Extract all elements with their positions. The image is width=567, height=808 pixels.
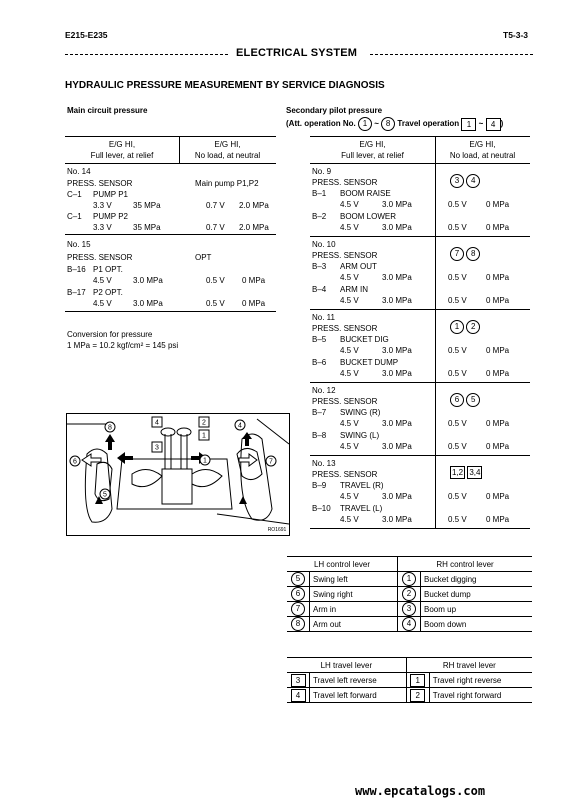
- diagram-mark: 1: [202, 432, 206, 440]
- row-p1: 3.0 MPa: [382, 492, 412, 501]
- rh-number-mark: 4: [402, 617, 416, 631]
- row-name: P2 OPT.: [93, 288, 123, 297]
- row-v1: 4.5 V: [340, 200, 359, 209]
- row-name: ARM IN: [340, 285, 368, 294]
- row-code: B–5: [312, 335, 327, 344]
- row-code: B–17: [67, 288, 86, 297]
- operation-marks: [450, 320, 480, 334]
- block-number: No. 14: [67, 167, 91, 176]
- lh-action: Travel left forward: [310, 688, 407, 703]
- row-name: SWING (L): [340, 431, 380, 440]
- watermark: www.epcatalogs.com: [355, 784, 486, 798]
- travel-from-mark: 1: [461, 118, 476, 131]
- main-col1-line2: Full lever, at relief: [90, 151, 154, 160]
- close-paren: ): [500, 119, 504, 129]
- row-p1: 3.0 MPa: [382, 296, 412, 305]
- lh-number-mark: 6: [291, 587, 305, 601]
- row-code: B–16: [67, 265, 86, 274]
- row-p2: 0 MPa: [242, 276, 266, 285]
- row-v1: 4.5 V: [340, 442, 359, 451]
- rh-action: Bucket dump: [424, 589, 471, 599]
- row-v2: 0.5 V: [448, 296, 467, 305]
- row-p1: 3.0 MPa: [382, 419, 412, 428]
- row-v1: 3.3 V: [93, 223, 112, 232]
- row-name: BOOM LOWER: [340, 212, 397, 221]
- control-lever-diagram: [66, 413, 290, 536]
- diagram-code: RO1691: [267, 527, 287, 533]
- secondary-pilot-table: [310, 136, 530, 536]
- sec-col2-line1: E/G HI,: [469, 140, 496, 149]
- row-v1: 4.5 V: [340, 515, 359, 524]
- row-p1: 3.0 MPa: [133, 276, 163, 285]
- rh-action: Travel right reverse: [432, 675, 502, 685]
- sec-col1-line1: E/G HI,: [359, 140, 386, 149]
- sensor-label: PRESS. SENSOR: [312, 324, 378, 333]
- row-p2: 0 MPa: [486, 442, 510, 451]
- row-p1: 3.0 MPa: [382, 223, 412, 232]
- rh-action: Bucket digging: [424, 574, 477, 584]
- diagram-mark: 3: [155, 444, 159, 452]
- sensor-label: PRESS. SENSOR: [312, 251, 378, 260]
- lh-action: Arm out: [310, 617, 398, 632]
- row-name: PUMP P1: [93, 190, 128, 199]
- lh-number-mark: 5: [291, 572, 305, 586]
- operation-marks: [450, 247, 480, 261]
- page-number: T5-3-3: [503, 30, 529, 40]
- row-v2: 0.5 V: [448, 492, 467, 501]
- lever-row: [287, 673, 532, 688]
- diagram-mark: 8: [108, 424, 112, 432]
- lh-number-mark: 7: [291, 602, 305, 616]
- operation-mark: 4: [466, 174, 480, 188]
- operation-mark: 7: [450, 247, 464, 261]
- row-p1: 3.0 MPa: [382, 200, 412, 209]
- row-name: BUCKET DIG: [340, 335, 389, 344]
- lh-action: Swing left: [310, 572, 398, 587]
- rh-number-mark: 2: [402, 587, 416, 601]
- operation-mark: 1: [450, 320, 464, 334]
- row-v2: 0.5 V: [448, 200, 467, 209]
- travel-operation-label: Travel operation: [397, 119, 460, 129]
- row-p2: 0 MPa: [486, 419, 510, 428]
- lh-number-mark: 3: [291, 674, 306, 687]
- lh-number-mark: 8: [291, 617, 305, 631]
- row-p1: 3.0 MPa: [133, 299, 163, 308]
- row-p1: 35 MPa: [133, 223, 161, 232]
- secondary-heading: Secondary pilot pressure: [286, 106, 383, 115]
- row-v1: 4.5 V: [340, 369, 359, 378]
- tilde: ~: [478, 119, 484, 129]
- row-p1: 3.0 MPa: [382, 273, 412, 282]
- main-col2-line2: No load, at neutral: [194, 151, 261, 160]
- row-name: TRAVEL (L): [340, 504, 383, 513]
- rh-action: Boom down: [424, 619, 467, 629]
- row-p1: 3.0 MPa: [382, 346, 412, 355]
- rh-number-mark: 2: [410, 689, 425, 702]
- lh-number-mark: 4: [291, 689, 306, 702]
- sec-col1-line2: Full lever, at relief: [341, 151, 404, 160]
- diagram-mark: 5: [103, 491, 107, 499]
- sec-col2-line2: No load, at neutral: [449, 151, 516, 160]
- rh-control-header: RH control lever: [436, 559, 494, 569]
- row-code: C–1: [67, 190, 82, 199]
- sensor-label: PRESS. SENSOR: [312, 178, 378, 187]
- operation-mark: 5: [466, 393, 480, 407]
- row-p2: 0 MPa: [486, 346, 510, 355]
- cab-illustration: [67, 414, 289, 535]
- main-title: HYDRAULIC PRESSURE MEASUREMENT BY SERVICE DIAGNOSIS: [65, 80, 385, 91]
- lever-row: [287, 617, 532, 632]
- operation-marks: [450, 174, 480, 188]
- rh-number-mark: 3: [402, 602, 416, 616]
- row-v1: 3.3 V: [93, 201, 112, 210]
- diagram-mark: 2: [202, 419, 206, 427]
- operation-mark: 8: [466, 247, 480, 261]
- block-number: No. 9: [312, 167, 332, 176]
- row-v2: 0.5 V: [448, 442, 467, 451]
- diagram-mark: 7: [269, 458, 273, 466]
- block-number: No. 13: [312, 459, 336, 468]
- att-to-mark: 8: [381, 117, 395, 131]
- row-name: TRAVEL (R): [340, 481, 384, 490]
- row-name: BOOM RAISE: [340, 189, 391, 198]
- row-p2: 0 MPa: [486, 515, 510, 524]
- row-v1: 4.5 V: [340, 492, 359, 501]
- lever-row: [287, 602, 532, 617]
- row-v1: 4.5 V: [93, 299, 112, 308]
- operation-mark: 2: [466, 320, 480, 334]
- row-code: C–1: [67, 212, 82, 221]
- rh-travel-header: RH travel lever: [442, 660, 496, 670]
- secondary-subheading: [286, 117, 503, 131]
- row-name: BUCKET DUMP: [340, 358, 399, 367]
- diagram-mark: 1: [203, 457, 207, 465]
- row-v2: 0.7 V: [206, 223, 225, 232]
- diagram-mark: 4: [155, 419, 159, 427]
- row-code: B–8: [312, 431, 327, 440]
- row-v2: 0.5 V: [448, 273, 467, 282]
- block-number: No. 11: [312, 313, 335, 322]
- row-v1: 4.5 V: [340, 273, 359, 282]
- row-code: B–3: [312, 262, 327, 271]
- att-from-mark: 1: [358, 117, 372, 131]
- block-number: No. 12: [312, 386, 336, 395]
- travel-to-mark: 4: [486, 118, 501, 131]
- rh-action: Boom up: [424, 604, 457, 614]
- row-name: SWING (R): [340, 408, 381, 417]
- row-p2: 0 MPa: [486, 296, 510, 305]
- row-v2: 0.5 V: [448, 346, 467, 355]
- lh-action: Arm in: [310, 602, 398, 617]
- block-number: No. 10: [312, 240, 336, 249]
- diagram-mark: 6: [73, 458, 77, 466]
- row-code: B–10: [312, 504, 331, 513]
- travel-lever-table: [287, 657, 532, 703]
- row-code: B–2: [312, 212, 327, 221]
- conversion-formula: 1 MPa = 10.2 kgf/cm² = 145 psi: [67, 341, 179, 350]
- row-code: B–1: [312, 189, 327, 198]
- main-circuit-table: [65, 136, 276, 311]
- row-v1: 4.5 V: [340, 419, 359, 428]
- main-col2-line1: E/G HI,: [214, 140, 241, 149]
- row-v2: 0.5 V: [206, 299, 225, 308]
- att-operation-label: (Att. operation No.: [286, 119, 356, 129]
- row-v1: 4.5 V: [340, 223, 359, 232]
- operation-marks: [450, 393, 480, 407]
- operation-mark: 1,2: [452, 468, 464, 477]
- row-v2: 0.5 V: [448, 223, 467, 232]
- row-code: B–7: [312, 408, 327, 417]
- lever-row: [287, 688, 532, 703]
- row-v2: 0.5 V: [448, 369, 467, 378]
- lh-control-header: LH control lever: [287, 557, 398, 572]
- row-v1: 4.5 V: [340, 346, 359, 355]
- main-col1-line1: E/G HI,: [108, 140, 136, 149]
- row-p2: 0 MPa: [486, 369, 510, 378]
- control-lever-table: [287, 556, 532, 632]
- row-code: B–9: [312, 481, 327, 490]
- row-p1: 35 MPa: [133, 201, 161, 210]
- operation-mark: 3,4: [469, 468, 481, 477]
- row-p2: 2.0 MPa: [239, 223, 269, 232]
- opt-label: OPT: [195, 253, 212, 262]
- diagram-mark: 4: [238, 422, 242, 430]
- lever-row: [287, 572, 532, 587]
- row-v1: 4.5 V: [93, 276, 112, 285]
- row-p2: 0 MPa: [486, 492, 510, 501]
- header-rule-left: [65, 54, 228, 55]
- row-name: ARM OUT: [340, 262, 377, 271]
- model-number: E215-E235: [65, 30, 108, 40]
- sensor-label: PRESS. SENSOR: [67, 253, 133, 262]
- row-p2: 2.0 MPa: [239, 201, 269, 210]
- lh-travel-header: LH travel lever: [287, 658, 406, 673]
- row-p2: 0 MPa: [486, 223, 510, 232]
- pump-label: Main pump P1,P2: [195, 179, 259, 188]
- row-p2: 0 MPa: [486, 273, 510, 282]
- conversion-title: Conversion for pressure: [67, 330, 153, 339]
- rh-number-mark: 1: [402, 572, 416, 586]
- lh-action: Travel left reverse: [310, 673, 407, 688]
- row-p1: 3.0 MPa: [382, 369, 412, 378]
- rh-action: Travel right forward: [432, 690, 502, 700]
- row-v2: 0.5 V: [448, 419, 467, 428]
- row-name: PUMP P2: [93, 212, 128, 221]
- rh-number-mark: 1: [410, 674, 425, 687]
- lh-action: Swing right: [310, 587, 398, 602]
- row-p2: 0 MPa: [486, 200, 510, 209]
- row-code: B–6: [312, 358, 327, 367]
- row-p1: 3.0 MPa: [382, 515, 412, 524]
- lever-row: [287, 587, 532, 602]
- sensor-label: PRESS. SENSOR: [312, 397, 378, 406]
- row-p1: 3.0 MPa: [382, 442, 412, 451]
- row-name: P1 OPT.: [93, 265, 123, 274]
- header-rule-right: [370, 54, 533, 55]
- sensor-label: PRESS. SENSOR: [312, 470, 378, 479]
- main-circuit-heading: Main circuit pressure: [67, 106, 148, 115]
- row-v2: 0.5 V: [206, 276, 225, 285]
- row-v2: 0.5 V: [448, 515, 467, 524]
- row-v2: 0.7 V: [206, 201, 225, 210]
- row-v1: 4.5 V: [340, 296, 359, 305]
- row-p2: 0 MPa: [242, 299, 266, 308]
- operation-marks: [450, 466, 482, 479]
- operation-mark: 3: [450, 174, 464, 188]
- block-number: No. 15: [67, 240, 91, 249]
- sensor-label: PRESS. SENSOR: [67, 179, 133, 188]
- section-title: ELECTRICAL SYSTEM: [236, 47, 358, 59]
- operation-mark: 6: [450, 393, 464, 407]
- row-code: B–4: [312, 285, 327, 294]
- tilde: ~: [374, 119, 379, 129]
